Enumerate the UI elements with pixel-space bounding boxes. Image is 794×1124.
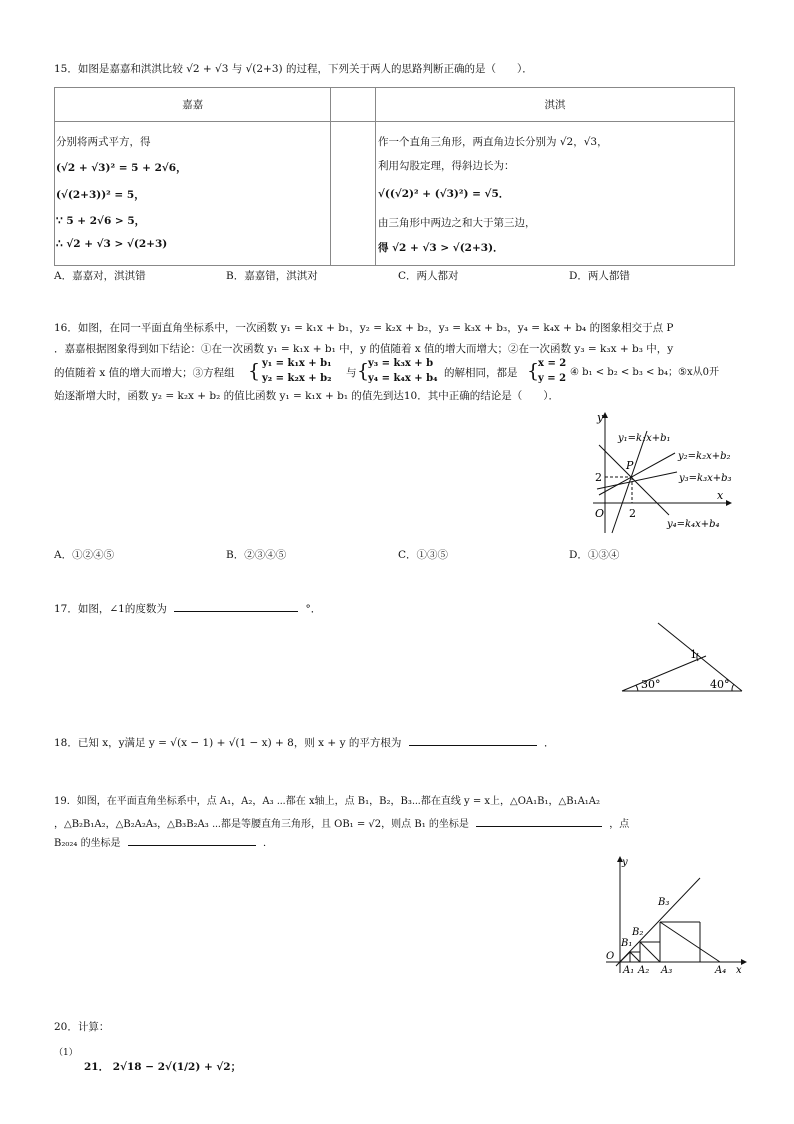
q19-line3	[54, 834, 273, 851]
q16-system1	[262, 356, 332, 386]
q15-option-c[interactable]: C．两人都对	[398, 270, 459, 282]
b1-label: B₁	[621, 938, 633, 949]
q19-figure	[602, 853, 752, 978]
y-label: y	[622, 857, 628, 868]
q16-system3-eq: x = 2	[538, 358, 567, 369]
q15-right-line: 由三角形中两边之和大于第三边，	[378, 217, 536, 229]
q16-line2: ．嘉嘉根据图象得到如下结论：①在一次函数 y₁ = k₁x + b₁ 中，y 的值随着 x 值的增大而增大；②在一次函数 y₃ = k₃x + b₃ 中，y	[54, 343, 674, 355]
q19-line1: 19．如图，在平面直角坐标系中，点 A₁，A₂，A₃ ⋯都在 x轴上，点 B₁，B₂，B₃⋯都在直线 y = x上，△OA₁B₁，△B₁A₁A₂	[54, 796, 601, 807]
triangle-side	[660, 922, 720, 962]
q16-line4: 始逐渐增大时，函数 y₂ = k₂x + b₂ 的值比函数 y₁ = k₁x + b₁ 的值先到达10．其中正确的结论是（ ）．	[54, 390, 559, 402]
brace-left-icon: {	[357, 360, 370, 382]
q15-right-line: √((√2)² + (√3)²) = √5．	[378, 188, 510, 200]
q15-left-line: 分别将两式平方，得	[56, 136, 151, 148]
q15-left-line: (√2 + √3)² = 5 + 2√6，	[56, 162, 187, 174]
q18-stem: 18．已知 x，y满足 y = √(x − 1) + √(1 − x) + 8，则 x + y 的平方根为	[54, 737, 402, 749]
q15-gap-cell	[331, 122, 376, 266]
q19-b2024-answer-blank[interactable]	[128, 834, 256, 846]
q16-line1: 16．如图，在同一平面直角坐标系中，一次函数 y₁ = k₁x + b₁，y₂ = k₂x + b₂，y₃ = k₃x + b₃，y₄ = k₄x + b₄ 的图象相交于点 P	[54, 322, 674, 334]
q17-figure	[618, 620, 746, 694]
q19-b1-answer-blank[interactable]	[476, 815, 602, 827]
q19-line2	[54, 815, 629, 832]
q16-system1-eq: y₂ = k₂x + b₂	[262, 373, 332, 384]
q16-option-b[interactable]: B．②③④⑤	[226, 549, 287, 561]
q16-system2	[368, 356, 438, 386]
angle-arc	[636, 685, 638, 691]
q15-stem: 15．如图是嘉嘉和淇淇比较 √2 + √3 与 √(2+3) 的过程，下列关于两人的思路判断正确的是（ ）．	[54, 63, 533, 75]
b3-label: B₃	[658, 897, 670, 908]
a3-label: A₃	[661, 965, 673, 976]
q16-line3a: 的值随着 x 值的增大而增大；③方程组	[54, 367, 235, 379]
q15-right-line: 得 √2 + √3 > √(2+3)．	[378, 242, 504, 254]
q15-right-line: 作一个直角三角形，两直角边长分别为 √2，√3，	[378, 136, 608, 148]
y-axis-label: y	[597, 411, 604, 424]
q20-sub-label: （1）	[54, 1048, 78, 1058]
tick-x-2: 2	[629, 507, 636, 520]
angle-40-label: 40°	[710, 678, 730, 691]
a1-label: A₁	[623, 965, 635, 976]
triangle-side	[630, 952, 640, 962]
q19-line2-text: ，△B₂B₁A₂，△B₂A₂A₃，△B₃B₂A₃ ⋯都是等腰直角三角形，且 OB₁ = √2，则点 B₁ 的坐标是	[54, 819, 469, 830]
q16-system3	[538, 356, 566, 386]
q20-stem: 20．计算：	[54, 1021, 110, 1033]
q15-left-line: ∵ 5 + 2√6 > 5，	[56, 215, 146, 227]
q16-graph	[585, 405, 785, 540]
q16-system2-eq: y₃ = k₃x + b	[368, 358, 434, 369]
q16-option-a[interactable]: A．①②④⑤	[54, 549, 115, 561]
brace-left-icon: {	[527, 360, 540, 382]
q15-right-line: 利用勾股定理，得斜边长为：	[378, 160, 515, 172]
origin-label: O	[606, 951, 615, 962]
triangle-side	[640, 942, 660, 962]
brace-left-icon: {	[248, 360, 261, 382]
angle-30-label: 30°	[641, 678, 661, 691]
side-left	[622, 656, 706, 691]
q17-answer-blank[interactable]	[174, 600, 298, 612]
q16-option-d[interactable]: D．①③④	[569, 549, 620, 561]
q16-system1-eq: y₁ = k₁x + b₁	[262, 358, 332, 369]
q15-left-line: ∴ √2 + √3 > √(2+3)	[56, 238, 168, 250]
q17-stem: 17．如图，∠1的度数为	[54, 603, 167, 615]
q16-line3d: ④ b₁ < b₂ < b₃ < b₄；⑤x从0开	[570, 367, 719, 378]
label-y2: y₂=k₂x+b₂	[678, 451, 731, 462]
q21-expression: 21． 2√18 − 2√(1/2) + √2；	[84, 1061, 242, 1073]
q16-option-c[interactable]: C．①③⑤	[398, 549, 449, 561]
angle-1-label: 1	[690, 648, 697, 661]
point-p-label: P	[626, 459, 634, 472]
q17-tail: °．	[305, 603, 322, 615]
label-y1: y₁=k₁x+b₁	[618, 433, 671, 444]
q18-answer-blank[interactable]	[409, 734, 537, 746]
a2-label: A₂	[638, 965, 650, 976]
q19-line3-text: B₂₀₂₄ 的坐标是	[54, 838, 121, 849]
q15-left-line: (√(2+3))² = 5，	[56, 189, 145, 201]
tick-y-2: 2	[595, 471, 602, 484]
q15-option-d[interactable]: D．两人都错	[569, 270, 630, 282]
q16-line3c: 的解相同，都是	[444, 367, 518, 379]
q19-line3-tail: ．	[262, 838, 273, 849]
angle-arc	[732, 684, 734, 691]
q17-line	[54, 600, 321, 616]
q16-line3b: 与	[346, 367, 357, 379]
origin-label: O	[595, 507, 605, 520]
b2-label: B₂	[632, 927, 644, 938]
q16-system3-eq: y = 2	[538, 373, 567, 384]
q15-option-b[interactable]: B．嘉嘉错，淇淇对	[226, 270, 318, 282]
x-axis-label: x	[717, 489, 724, 502]
q15-col-gap	[331, 88, 376, 122]
q16-system2-eq: y₄ = k₄x + b₄	[368, 373, 438, 384]
triangle-side	[620, 952, 630, 962]
a4-label: A₄	[715, 965, 727, 976]
q15-col-left: 嘉嘉	[55, 88, 331, 122]
q18-line	[54, 734, 555, 750]
q15-option-a[interactable]: A．嘉嘉对，淇淇错	[54, 270, 146, 282]
angle-arc	[697, 653, 698, 661]
q19-line2-tail: ，点	[609, 819, 630, 830]
label-y4: y₄=k₄x+b₄	[667, 519, 720, 530]
q15-col-right: 淇淇	[376, 88, 735, 122]
x-label: x	[736, 965, 742, 976]
label-y3: y₃=k₃x+b₃	[679, 473, 732, 484]
q18-tail: ．	[544, 737, 555, 749]
line-y4	[599, 445, 669, 515]
